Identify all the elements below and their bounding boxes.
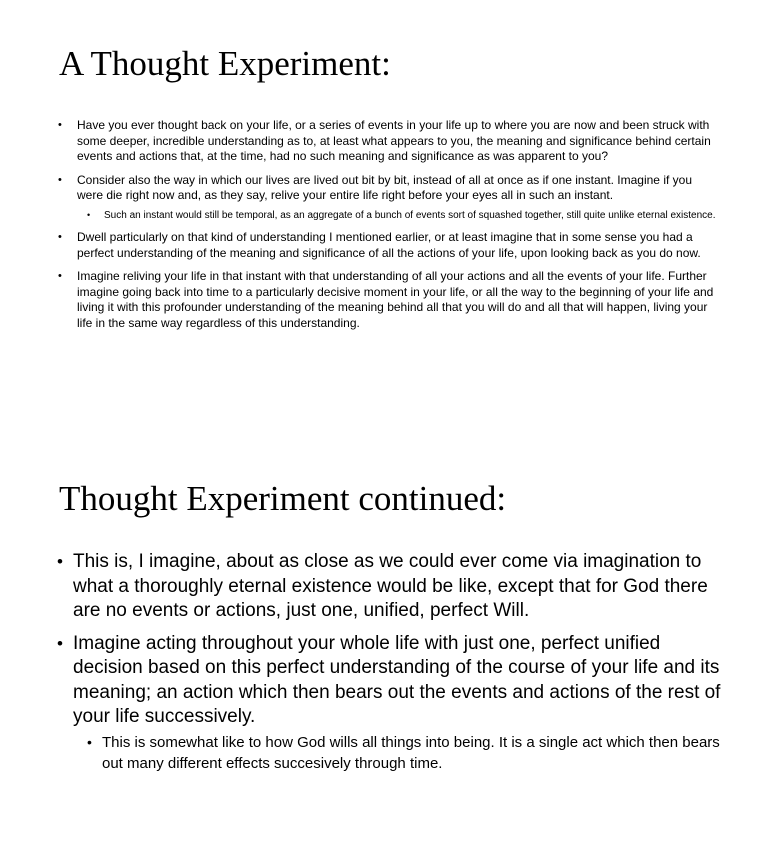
- bullet-item: • This is, I imagine, about as close as we could ever come via imagination to what a thoroughly eternal existence would be like, except that for God there are no events or actions, just one, unified, perfect Will.: [73, 550, 733, 624]
- slide-thought-experiment-continued: [0, 433, 768, 866]
- sub-bullet-item: • Such an instant would still be temporal, as an aggregate of a bunch of events sort of squashed together, still quite unlike eternal existence.: [104, 209, 717, 222]
- slide-thought-experiment: [0, 0, 768, 430]
- sub-bullet-item: • This is somewhat like to how God wills all things into being. It is a single act which then bears out many different effects succesively through time.: [102, 732, 733, 774]
- bullet-list: [77, 118, 717, 340]
- bullet-item: • Dwell particularly on that kind of understanding I mentioned earlier, or at least imagine that in some sense you had a perfect understanding of the meaning and significance of all the actions of your life, upon looking back as you do now.: [77, 230, 717, 261]
- bullet-item: • Have you ever thought back on your life, or a series of events in your life up to where you are now and been struck with some deeper, incredible understanding as to, at least what appears to you, the meaning and significance behind certain events and actions that, at the time, had no such meaning and significance as was apparent to you?: [77, 118, 717, 165]
- bullet-item: • Imagine acting throughout your whole life with just one, perfect unified decision based on this perfect understanding of the course of your life and its meaning; an action which then bears out the events and actions of the rest of your life successively.: [73, 632, 733, 730]
- bullet-list: [73, 550, 733, 774]
- slide-title: Thought Experiment continued:: [59, 479, 507, 518]
- bullet-item: • Consider also the way in which our lives are lived out bit by bit, instead of all at once as if one instant. Imagine if you were die right now and, as they say, relive your entire life right before your eyes all in such an instant.: [77, 173, 717, 204]
- bullet-item: • Imagine reliving your life in that instant with that understanding of all your actions and all the events of your life. Further imagine going back into time to a particularly decisive moment in your life, or all the way to the beginning of your life and living it with this profounder understanding of the meaning behind all that you will do and all that will happen, living your life in the same way regardless of this understanding.: [77, 269, 717, 331]
- slide-title: A Thought Experiment:: [59, 44, 391, 83]
